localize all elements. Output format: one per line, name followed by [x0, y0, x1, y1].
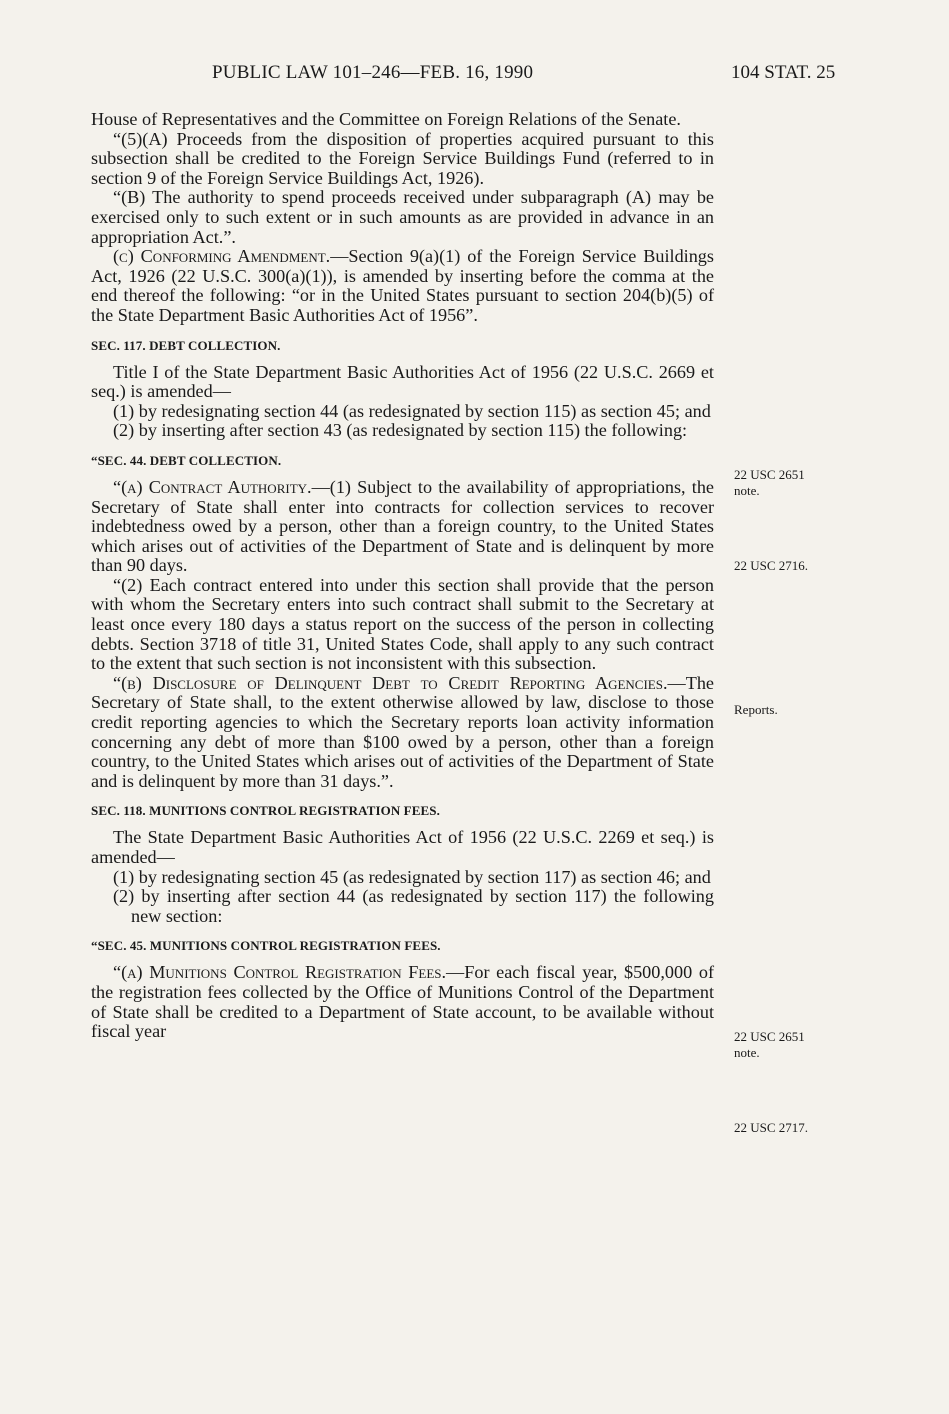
- list-item: (2) by inserting after section 44 (as redesignated by section 117) the following new section:: [113, 886, 714, 926]
- paragraph: The State Department Basic Authorities Act of 1956 (22 U.S.C. 2269 et seq.) is amended—: [91, 827, 714, 867]
- section-heading: “SEC. 44. DEBT COLLECTION.: [91, 452, 282, 468]
- paragraph: [91, 247, 714, 325]
- paragraph: “(2) Each contract entered into under this section shall provide that the person with whom the Secretary enters into such contract shall submit to the Secretary at least once every 180 days a status report on the success of the person in collecting debts. Section 3718 of title 31, United States Code, shall apply to any such contract to the extent that such section is not inconsistent with this subsection.: [91, 574, 714, 674]
- subsection-heading: “(a) Munitions Control Registration Fees.: [113, 962, 447, 983]
- section-heading: SEC. 117. DEBT COLLECTION.: [91, 337, 281, 353]
- list-item: (1) by redesignating section 45 (as redesignated by section 117) as section 46; and: [113, 866, 711, 887]
- subsection-heading: “(b) Disclosure of Delinquent Debt to Credit Reporting Agencies.: [113, 672, 668, 693]
- subsection-heading: (c) Conforming Amendment.: [113, 246, 331, 267]
- paragraph: [91, 674, 714, 792]
- section-heading: SEC. 118. MUNITIONS CONTROL REGISTRATION FEES.: [91, 803, 440, 819]
- paragraph: Title I of the State Department Basic Authorities Act of 1956 (22 U.S.C. 2669 et seq.) is amended—: [91, 361, 714, 402]
- page-header: [0, 62, 949, 86]
- section-heading: “SEC. 45. MUNITIONS CONTROL REGISTRATION FEES.: [91, 938, 441, 954]
- paragraph: House of Representatives and the Committee on Foreign Relations of the Senate.: [91, 109, 681, 129]
- header-stat-page: 104 STAT. 25: [731, 62, 836, 83]
- paragraph: [91, 478, 714, 576]
- paragraph-text: —(1) Subject to the availability of appropriations, the Secretary of State shall enter into contracts for collection services to recover indebtedness owed by a person, other than a foreign country, to the United States which arises out of activities of the Department of State and is delinquent by more than 90 days.: [91, 476, 714, 576]
- subsection-heading: “(a) Contract Authority.: [113, 476, 312, 497]
- paragraph-text: —Section 9(a)(1) of the Foreign Service Buildings Act, 1926 (22 U.S.C. 300(a)(1)), is amended by inserting before the comma at the end thereof the following: “or in the United States pursuant to section 204(b)(5) of the State Department Basic Authorities Act of 1956”.: [91, 246, 714, 325]
- margin-note: 22 USC 2716.: [734, 558, 809, 573]
- margin-note: [734, 1029, 844, 1061]
- body-text: [91, 110, 714, 1042]
- paragraph-text: —For each fiscal year, $500,000 of the registration fees collected by the Office of Munitions Control of the Department of State shall be credited to a Department of State account, to be available without fiscal year: [91, 962, 714, 1042]
- margin-note: Reports.: [734, 702, 778, 717]
- margin-note-line: note.: [734, 483, 760, 498]
- margin-note-line: 22 USC 2651: [734, 1029, 805, 1044]
- margin-note-line: note.: [734, 1045, 760, 1060]
- margin-note: 22 USC 2717.: [734, 1120, 809, 1135]
- list-item: (1) by redesignating section 44 (as redesignated by section 115) as section 45; and: [113, 400, 711, 421]
- list-item: (2) by inserting after section 43 (as redesignated by section 115) the following:: [113, 420, 688, 441]
- paragraph-text: —The Secretary of State shall, to the extent otherwise allowed by law, disclose to those credit reporting agencies to which the Secretary reports loan activity information concerning any debt of more than $100 owed by a person, other than a foreign country, to the United States which arises out of activities of the Department of State and is delinquent by more than 31 days.”.: [91, 672, 714, 791]
- header-title: PUBLIC LAW 101–246—FEB. 16, 1990: [212, 62, 534, 83]
- margin-note-line: 22 USC 2651: [734, 467, 805, 482]
- margin-note: [734, 467, 844, 499]
- paragraph: “(B) The authority to spend proceeds received under subparagraph (A) may be exercised only to such extent or in such amounts as are provided in advance in an appropriation Act.”.: [91, 187, 714, 247]
- paragraph: [91, 963, 714, 1041]
- paragraph: “(5)(A) Proceeds from the disposition of properties acquired pursuant to this subsection shall be credited to the Foreign Service Buildings Fund (referred to in section 9 of the Foreign Service Buildings Act, 1926).: [91, 128, 714, 188]
